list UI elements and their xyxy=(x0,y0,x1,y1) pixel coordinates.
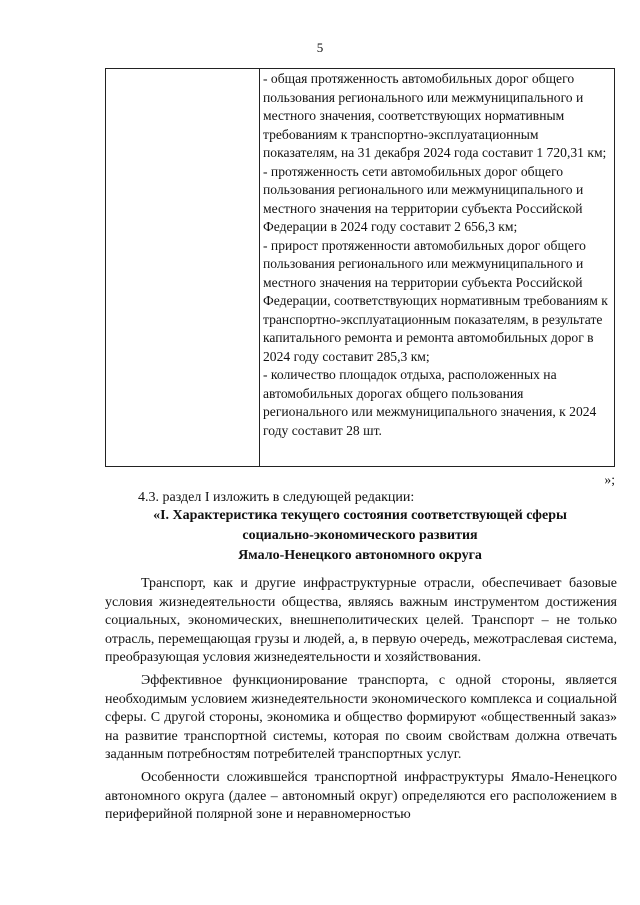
indicator-item: - общая протяженность автомобильных дорог общего пользования регионального или межмуниципального и местного значения, соответствующих нормативным требованиям к транспортно-эксплуатационным показателям, на 31 декабря 2024 года составит 1 720,31 км; xyxy=(263,71,607,160)
table-right-cell xyxy=(263,70,610,440)
paragraph: Транспорт, как и другие инфраструктурные отрасли, обеспечивает базовые условия жизнедеятельности общества, являясь важным инструментом достижения социальных, экономических, внешнеполитических целей. Транспорт – не только отрасль, перемещающая грузы и людей, а, в первую очередь, межотраслевая система, преобразующая условия жизнедеятельности и хозяйствования. xyxy=(105,576,617,666)
indicator-item: - протяженность сети автомобильных дорог общего пользования регионального или межмуниципального и местного значения на территории субъекта Российской Федерации в 2024 году составит 2 656,3 км; xyxy=(263,163,584,234)
table-left-cell xyxy=(106,69,260,466)
section-title-line: социально-экономического развития xyxy=(242,528,478,543)
amendment-instruction: 4.3. раздел I изложить в следующей редакции: xyxy=(138,490,415,505)
section-title xyxy=(105,506,615,566)
paragraph: Особенности сложившейся транспортной инфраструктуры Ямало-Ненецкого автономного округа (далее – автономный округ) определяются его расположением в периферийной полярной зоне и неравномерностью xyxy=(105,769,617,823)
indicator-item: - прирост протяженности автомобильных дорог общего пользования регионального или межмуниципального и местного значения на территории субъекта Российской Федерации, соответствующих нормативным требованиям к транспортно-эксплуатационным показателям, в результате капитального ремонта и ремонта автомобильных дорог в 2024 году составит 285,3 км; xyxy=(263,237,608,364)
paragraph: Эффективное функционирование транспорта, с одной стороны, является необходимым условием жизнедеятельности экономического комплекса и социальной сферы. С другой стороны, экономика и общество формируют «общественный заказ» на развитие транспортной системы, которая по своим свойствам должна отвечать заданным потребностям потребителей транспортных услуг. xyxy=(105,672,617,763)
section-title-line: Ямало-Ненецкого автономного округа xyxy=(238,548,482,563)
indicators-table xyxy=(105,68,615,467)
closing-quote-mark: »; xyxy=(604,472,615,487)
body-text xyxy=(105,575,617,829)
indicator-item: - количество площадок отдыха, расположенных на автомобильных дорогах общего пользования регионального или межмуниципального значения, к 2024 году составит 28 шт. xyxy=(263,367,597,438)
section-title-line: «I. Характеристика текущего состояния соответствующей сферы xyxy=(153,508,567,523)
page-number: 5 xyxy=(316,40,324,55)
